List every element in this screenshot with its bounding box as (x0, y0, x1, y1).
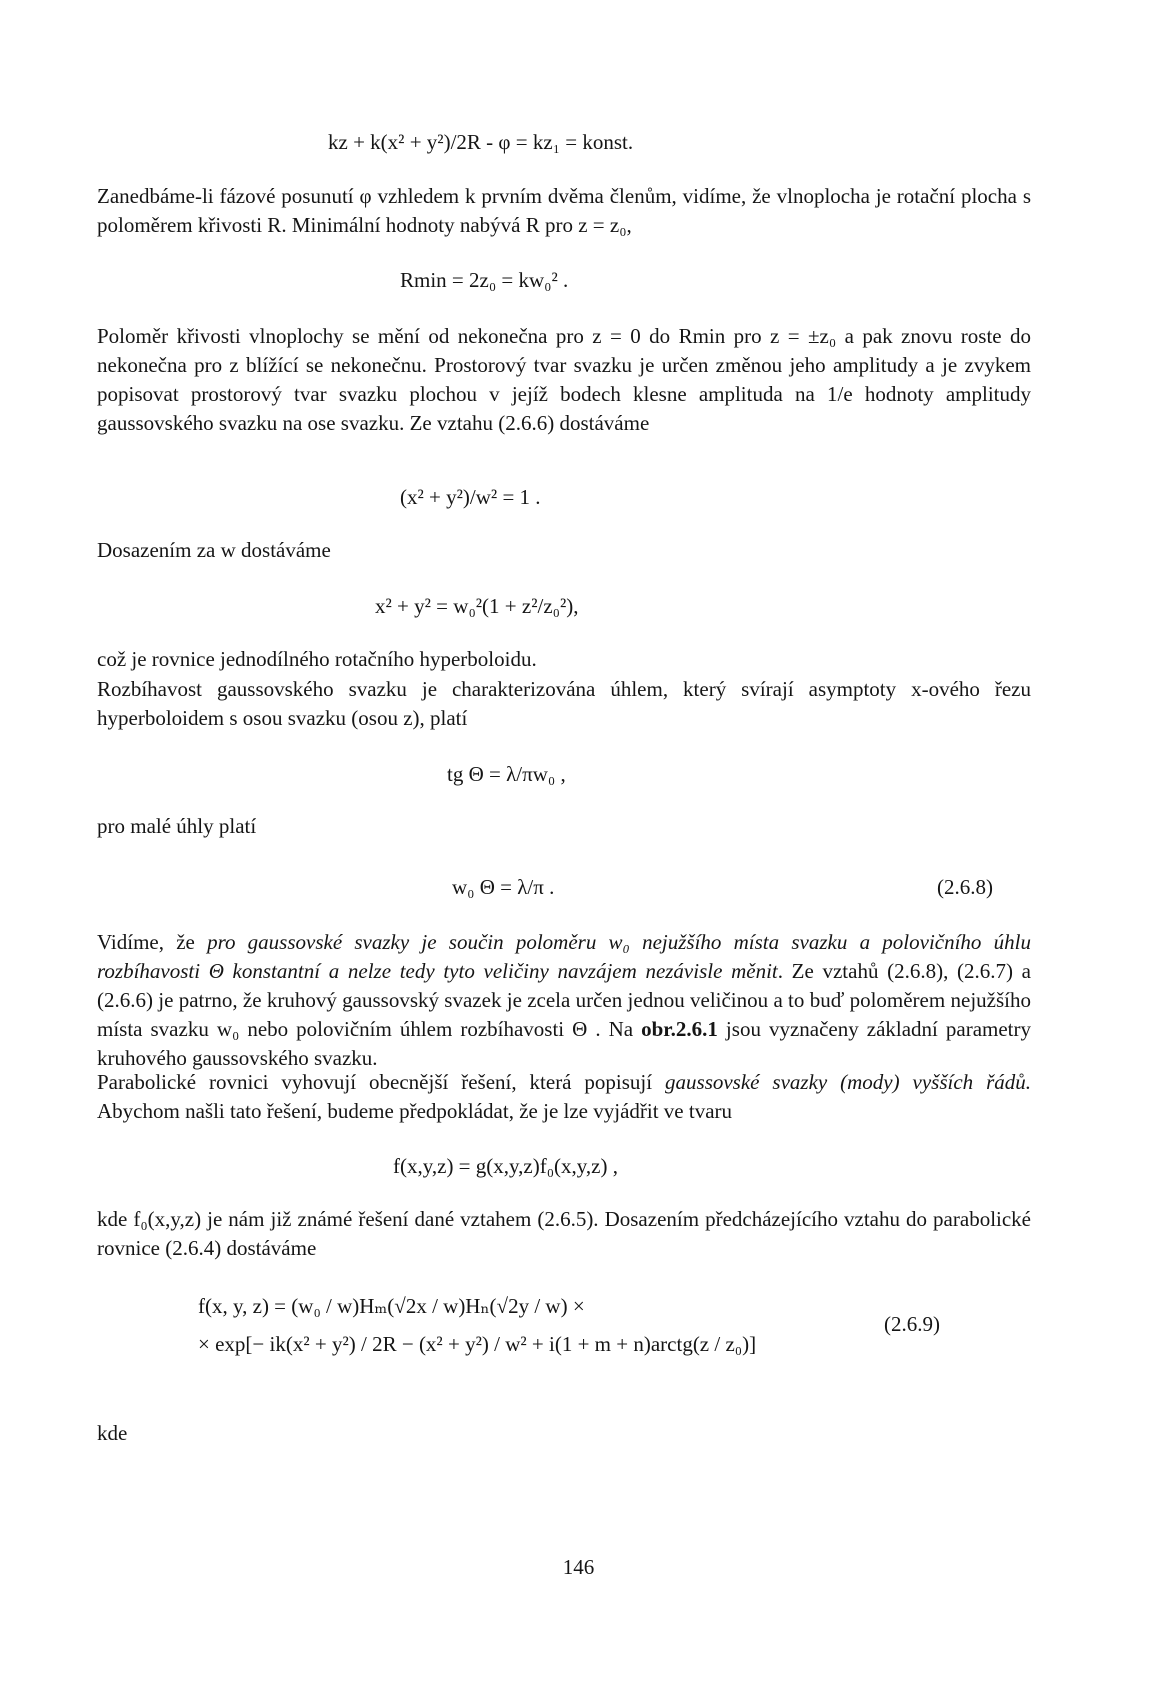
equation-wavefront-phase: kz + k(x² + y²)/2R - φ = kz₁ = konst. (328, 130, 634, 154)
paragraph-beam-parameters: Vidíme, že pro gaussovské svazky je součin poloměru w₀ nejužšího místa svazku a polovičního úhlu rozbíhavosti Θ konstantní a nelze tedy tyto veličiny navzájem nezávisle měnit. Ze vztahů (2.6.8), (2.6.7) a (2.6.6) je patrno, že kruhový gaussovský svazek je zcela určen jednou veličinou a to buď poloměrem nejužšího místa svazku w₀ nebo polovičním úhlem rozbíhavosti Θ . Na obr.2.6.1 jsou vyznačeny základní parametry kruhového gaussovského svazku. (97, 930, 1032, 1070)
paragraph-where: kde (97, 1421, 128, 1445)
paragraph-curvature-radius: Poloměr křivosti vlnoplochy se mění od nekonečna pro z = 0 do Rmin pro z = ±z₀ a pak znovu roste do nekonečna pro z blížící se nekonečnu. Prostorový tvar svazku je určen změnou jeho amplitudy a je zvykem popisovat prostorový tvar svazku plochou v jejíž bodech klesne amplituda na 1/e hodnoty amplitudy gaussovského svazku na ose svazku. Ze vztahu (2.6.6) dostáváme (97, 324, 1031, 435)
equation-hyperboloid: x² + y² = w₀²(1 + z²/z₀²), (375, 594, 579, 618)
paragraph-small-angles: pro malé úhly platí (97, 814, 257, 838)
figure-reference: obr.2.6.1 (641, 1016, 718, 1041)
paragraph-substitution: Dosazením za w dostáváme (97, 538, 331, 562)
equation-hermite-gauss-line-1: f(x, y, z) = (w₀ / w)Hₘ(√2x / w)Hₙ(√2y / w) × (198, 1294, 585, 1318)
equation-divergence-angle: tg Θ = λ/πw₀ , (447, 762, 566, 786)
equation-waist-angle-product: w₀ Θ = λ/π . (452, 875, 555, 899)
equation-number-2-6-8: (2.6.8) (937, 875, 993, 899)
equation-rmin: Rmin = 2z₀ = kw₀² . (400, 268, 569, 292)
equation-mode-product: f(x,y,z) = g(x,y,z)f₀(x,y,z) , (393, 1154, 618, 1178)
emphasis-higher-modes: gaussovské svazky (mody) vyšších řádů. (665, 1070, 1031, 1094)
paragraph-higher-order-modes: Parabolické rovnici vyhovují obecnější řešení, která popisují gaussovské svazky (mody) vyšších řádů. Abychom našli tato řešení, budeme předpokládat, že je lze vyjádřit ve tvaru (97, 1070, 1031, 1123)
paragraph-phase-shift: Zanedbáme-li fázové posunutí φ vzhledem k prvním dvěma členům, vidíme, že vlnoplocha je rotační plocha s poloměrem křivosti R. Minimální hodnoty nabývá R pro z = z₀, (97, 184, 1031, 237)
equation-number-2-6-9: (2.6.9) (884, 1312, 940, 1336)
paragraph-divergence: Rozbíhavost gaussovského svazku je charakterizována úhlem, který svírají asymptoty x-ového řezu hyperboloidem s osou svazku (osou z), platí (97, 677, 1031, 730)
paragraph-hyperboloid: což je rovnice jednodílného rotačního hyperboloidu. (97, 647, 537, 671)
paragraph-substitution-parabolic: kde f₀(x,y,z) je nám již známé řešení dané vztahem (2.6.5). Dosazením předcházejícího vztahu do parabolické rovnice (2.6.4) dostáváme (97, 1207, 1031, 1260)
emphasis-product-statement: pro gaussovské svazky je součin poloměru w₀ nejužšího místa svazku a polovičního úhlu rozbíhavosti Θ konstantní a nelze tedy tyto veličiny navzájem nezávisle měnit (97, 930, 1031, 983)
equation-hermite-gauss-line-2: × exp[− ik(x² + y²) / 2R − (x² + y²) / w² + i(1 + m + n)arctg(z / z₀)] (198, 1332, 757, 1356)
equation-beam-radius-ratio: (x² + y²)/w² = 1 . (400, 485, 541, 509)
page-number: 146 (562, 1555, 595, 1579)
